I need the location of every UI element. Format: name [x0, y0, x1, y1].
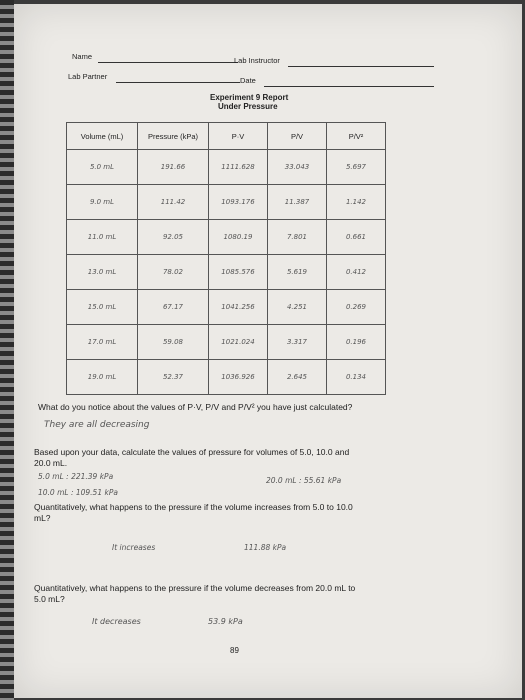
table-cell: 92.05: [138, 220, 209, 255]
table-cell: 3.317: [268, 325, 327, 360]
answer-2b: 20.0 mL : 55.61 kPa: [266, 476, 342, 485]
table-cell: 7.801: [268, 220, 327, 255]
table-cell: 9.0 mL: [67, 185, 138, 220]
table-cell: 11.387: [268, 185, 327, 220]
table-header-row: [67, 123, 386, 150]
table-cell: 0.196: [327, 325, 386, 360]
column-header: Volume (mL): [67, 123, 138, 150]
column-header: Pressure (kPa): [138, 123, 209, 150]
table-cell: 5.619: [268, 255, 327, 290]
table-cell: 59.08: [138, 325, 209, 360]
answer-1: They are all decreasing: [44, 420, 150, 430]
answer-2a: 5.0 mL : 221.39 kPa: [38, 472, 114, 481]
page-number: 89: [230, 646, 239, 655]
report-subtitle: Under Pressure: [218, 102, 278, 111]
question-3-line-1: Quantitatively, what happens to the pressure if the volume increases from 5.0 to 10.0: [34, 502, 353, 512]
column-header: P/V: [268, 123, 327, 150]
table-cell: 1093.176: [209, 185, 268, 220]
lab-partner-line: [116, 82, 240, 83]
table-cell: 1.142: [327, 185, 386, 220]
table-row: [67, 325, 386, 360]
lab-partner-label: Lab Partner: [68, 72, 108, 81]
answer-3a: It increases: [112, 543, 156, 552]
table-row: [67, 360, 386, 395]
table-cell: 19.0 mL: [67, 360, 138, 395]
name-line: [98, 62, 238, 63]
table-cell: 1085.576: [209, 255, 268, 290]
date-label: Date: [240, 76, 256, 85]
lab-instructor-line: [288, 66, 434, 67]
table-row: [67, 220, 386, 255]
table-cell: 17.0 mL: [67, 325, 138, 360]
table-row: [67, 185, 386, 220]
worksheet-page: [14, 4, 522, 698]
table-cell: 67.17: [138, 290, 209, 325]
table-cell: 1041.256: [209, 290, 268, 325]
table-cell: 2.645: [268, 360, 327, 395]
question-3-line-2: mL?: [34, 513, 51, 523]
table-cell: 1111.628: [209, 150, 268, 185]
table-cell: 33.043: [268, 150, 327, 185]
question-2-line-1: Based upon your data, calculate the values of pressure for volumes of 5.0, 10.0 and: [34, 447, 350, 457]
table-cell: 5.697: [327, 150, 386, 185]
name-label: Name: [72, 52, 93, 61]
table-cell: 0.412: [327, 255, 386, 290]
spiral-binding: [0, 0, 14, 700]
table-row: [67, 255, 386, 290]
table-cell: 1021.024: [209, 325, 268, 360]
column-header: P·V: [209, 123, 268, 150]
table-cell: 52.37: [138, 360, 209, 395]
answer-2c: 10.0 mL : 109.51 kPa: [38, 488, 118, 497]
question-2-line-2: 20.0 mL.: [34, 458, 68, 468]
table-row: [67, 290, 386, 325]
column-header: P/V²: [327, 123, 386, 150]
table-cell: 11.0 mL: [67, 220, 138, 255]
table-cell: 5.0 mL: [67, 150, 138, 185]
table-cell: 15.0 mL: [67, 290, 138, 325]
table-cell: 13.0 mL: [67, 255, 138, 290]
lab-instructor-label: Lab Instructor: [234, 56, 280, 65]
report-title: Experiment 9 Report: [210, 93, 289, 102]
question-4-line-1: Quantitatively, what happens to the pressure if the volume decreases from 20.0 mL to: [34, 583, 356, 593]
table-cell: 4.251: [268, 290, 327, 325]
question-4-line-2: 5.0 mL?: [34, 594, 65, 604]
table-cell: 0.134: [327, 360, 386, 395]
table-row: [67, 150, 386, 185]
table-cell: 0.661: [327, 220, 386, 255]
table-cell: 111.42: [138, 185, 209, 220]
answer-4b: 53.9 kPa: [208, 617, 243, 626]
table-cell: 191.66: [138, 150, 209, 185]
question-1: What do you notice about the values of P·V, P/V and P/V² you have just calculated?: [38, 402, 353, 412]
data-table: [66, 122, 386, 395]
table-cell: 1036.926: [209, 360, 268, 395]
table-cell: 1080.19: [209, 220, 268, 255]
table-cell: 78.02: [138, 255, 209, 290]
answer-3b: 111.88 kPa: [244, 543, 287, 552]
table-cell: 0.269: [327, 290, 386, 325]
answer-4a: It decreases: [92, 617, 141, 626]
date-line: [264, 86, 434, 87]
